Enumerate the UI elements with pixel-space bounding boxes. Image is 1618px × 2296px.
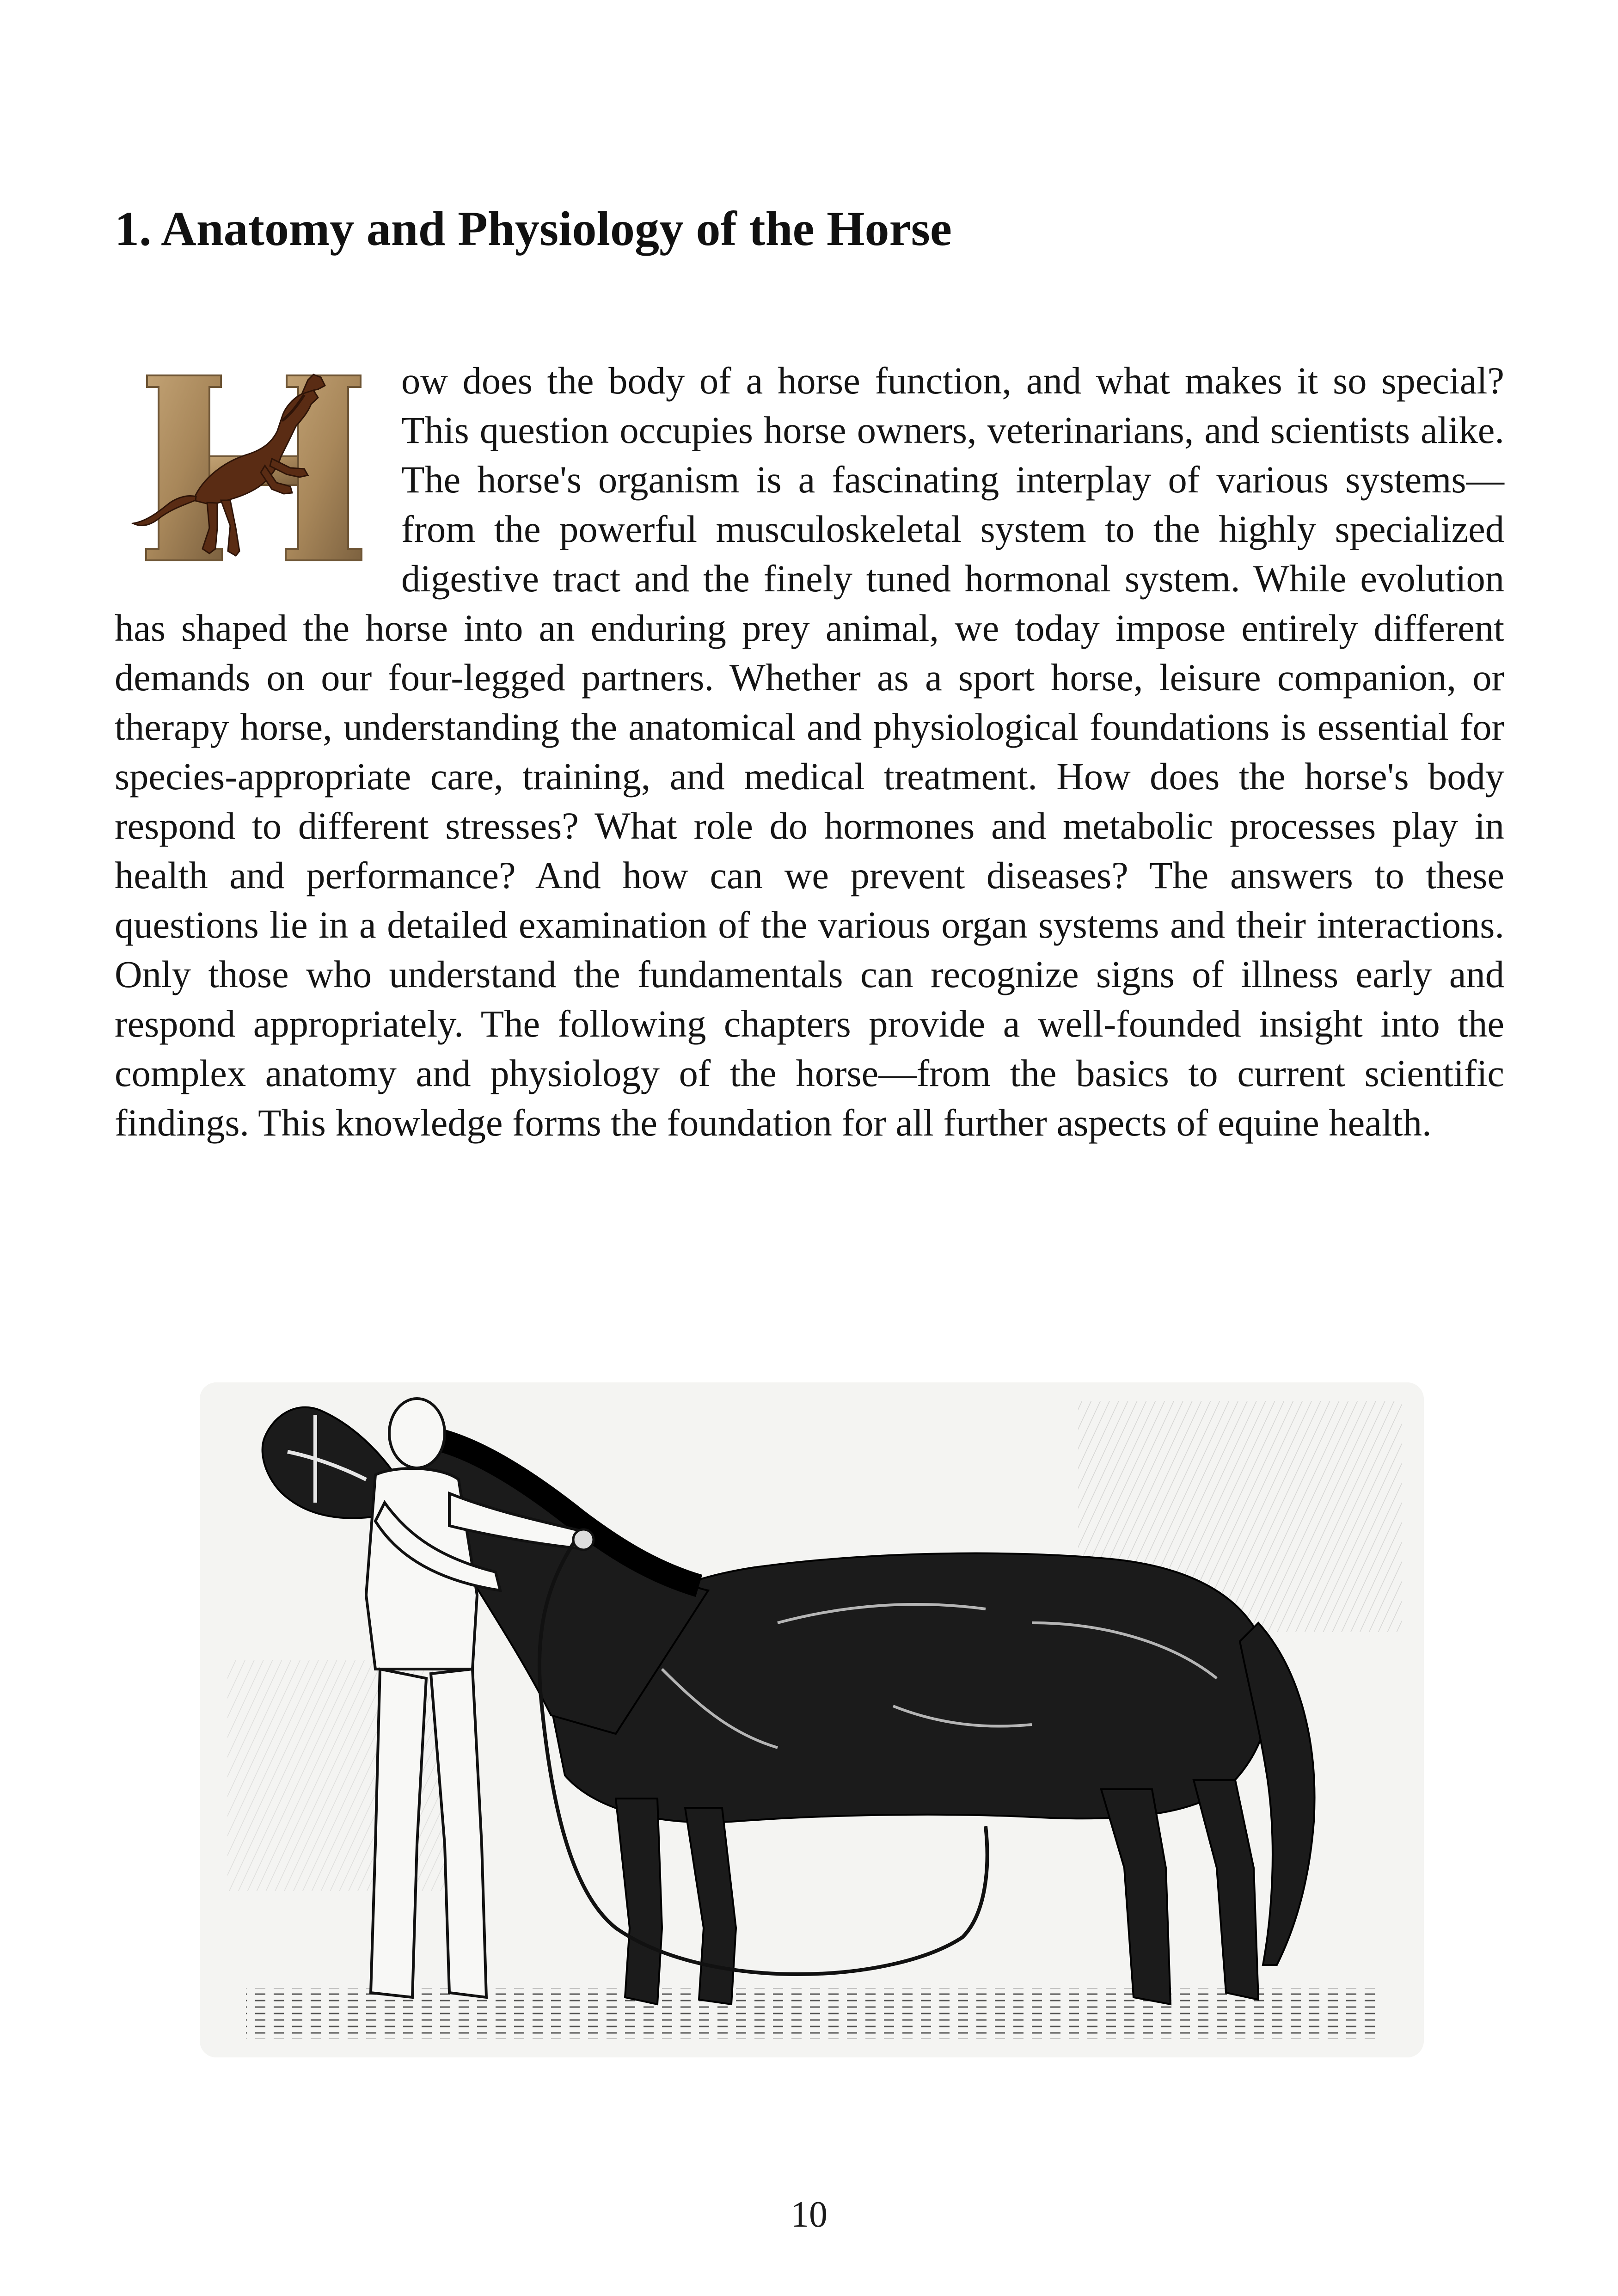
body-paragraph: [115, 356, 1504, 1148]
chapter-title: 1. Anatomy and Physiology of the Horse: [115, 202, 952, 256]
horse-examination-illustration: [200, 1382, 1424, 2057]
paragraph-text: ow does the body of a horse function, and what makes it so special? This question occupies horse owners, veterinarians, and scientists alike. The horse's organism is a fascinating interplay of various systems—from the powerful musculoskeletal system to the highly specialized digestive tract and the finely tuned hormonal system. While evolution has shaped the horse into an enduring prey animal, we today impose entirely different demands on our four-legged partners. Whether as a sport horse, leisure companion, or therapy horse, understanding the anatomical and physiological foundations is essential for species-appropriate care, training, and medical treatment. How does the horse's body respond to different stresses? What role do hormones and metabolic processes play in health and performance? And how can we prevent diseases? The answers to these questions lie in a detailed examination of the various organ systems and their interactions. Only those who understand the fundamentals can recognize signs of illness early and respond appropriately. The following chapters provide a well-founded insight into the complex anatomy and physiology of the horse—from the basics to current scientific findings. This knowledge forms the foundation for all further aspects of equine health.: [115, 359, 1504, 1144]
page-number: 10: [791, 2194, 827, 2235]
dropcap-letter-image: [115, 362, 387, 574]
